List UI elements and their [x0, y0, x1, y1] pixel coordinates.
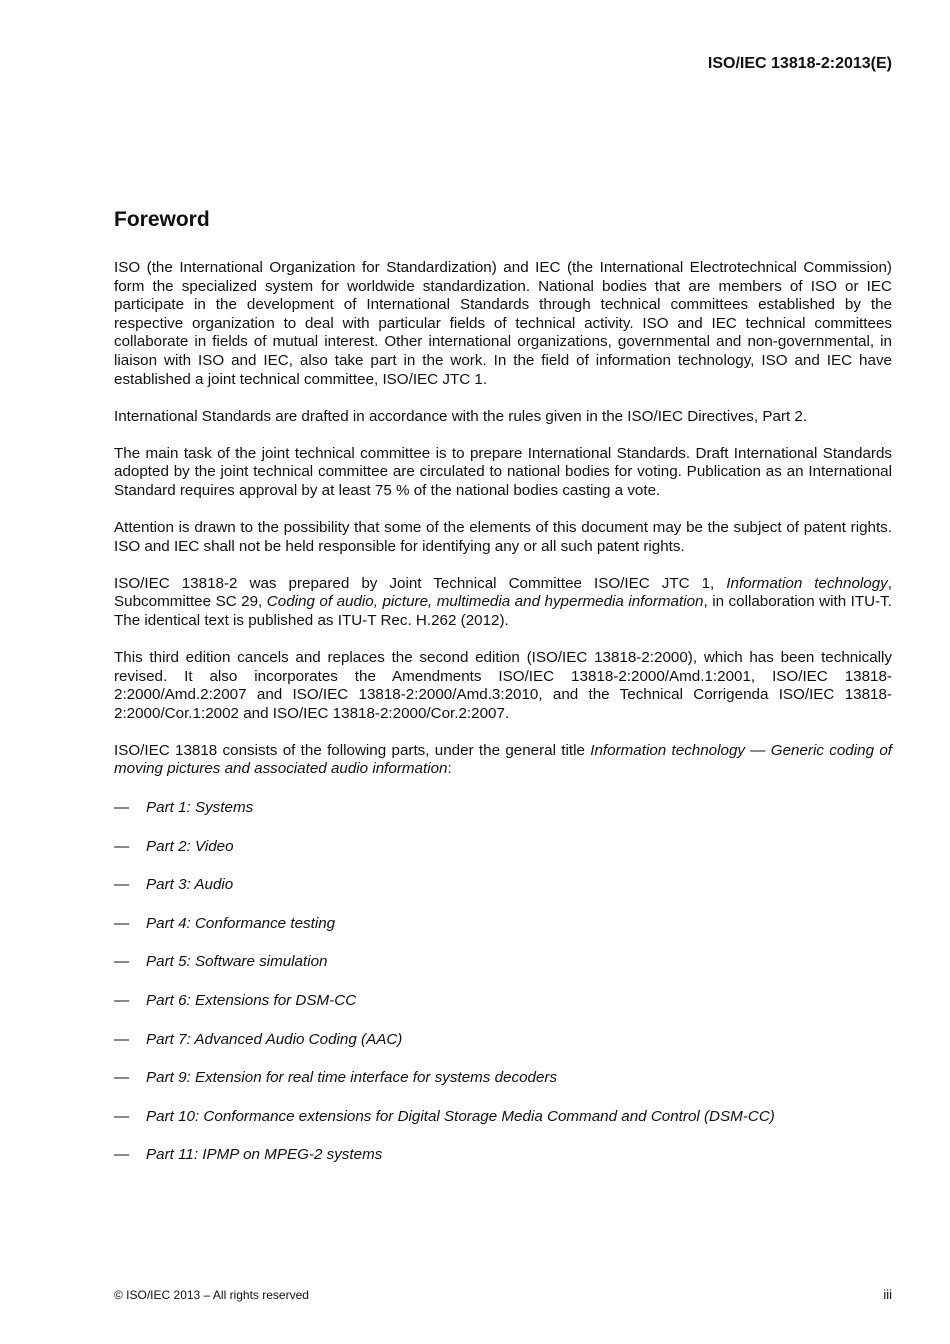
- list-dash: —: [114, 1146, 130, 1164]
- list-item: [114, 915, 892, 954]
- list-dash: —: [114, 992, 130, 1010]
- list-item: [114, 1031, 892, 1070]
- list-item-label: Part 4: Conformance testing: [146, 914, 336, 932]
- list-item-label: Part 9: Extension for real time interface for systems decoders: [146, 1069, 558, 1087]
- list-dash: —: [114, 876, 130, 894]
- list-item: [114, 1146, 892, 1185]
- list-item: [114, 1069, 892, 1108]
- list-item: [114, 876, 892, 915]
- list-item-label: Part 6: Extensions for DSM-CC: [146, 992, 357, 1010]
- foreword-body: [114, 259, 892, 1185]
- list-item: [114, 799, 892, 838]
- paragraph-directives: International Standards are drafted in accordance with the rules given in the ISO/IEC Directives, Part 2.: [114, 407, 808, 425]
- page-title: Foreword: [114, 208, 210, 231]
- paragraph-edition: This third edition cancels and replaces the second edition (ISO/IEC 13818-2:2000), which has been technically revised. It also incorporates the Amendments ISO/IEC 13818-2:2000/Amd.1:2001, ISO/IEC 13818-2:2000/Amd.2:2007 and ISO/IEC 13818-2:2000/Amd.3:2010, and the Technical Corrigenda ISO/IEC 13818-2:2000/Cor.1:2002 and ISO/IEC 13818-2:2000/Cor.2:2007.: [114, 649, 892, 722]
- list-dash: —: [114, 1107, 130, 1125]
- list-item: [114, 838, 892, 877]
- list-item: [114, 1108, 892, 1147]
- list-item-label: Part 10: Conformance extensions for Digital Storage Media Command and Control (DSM-CC): [146, 1107, 775, 1125]
- page-number: iii: [883, 1287, 892, 1302]
- paragraph-organizations: ISO (the International Organization for Standardization) and IEC (the International Electrotechnical Commission) form the specialized system for worldwide standardization. National bodies that are members of ISO or IEC participate in the development of International Standards through technical committees established by the respective organization to deal with particular fields of technical activity. ISO and IEC technical committees collaborate in fields of mutual interest. Other international organizations, governmental and non-governmental, in liaison with ISO and IEC, also take part in the work. In the field of information technology, ISO and IEC have established a joint technical committee, ISO/IEC JTC 1.: [114, 259, 892, 388]
- list-item-label: Part 11: IPMP on MPEG-2 systems: [146, 1146, 383, 1164]
- list-item: [114, 992, 892, 1031]
- list-item: [114, 953, 892, 992]
- paragraph-prepared-by: ISO/IEC 13818-2 was prepared by Joint Technical Committee ISO/IEC JTC 1, Information technology, Subcommittee SC 29, Coding of audio, picture, multimedia and hypermedia information, in collaboration with ITU-T. The identical text is published as ITU-T Rec. H.262 (2012).: [114, 574, 892, 629]
- list-dash: —: [114, 799, 130, 817]
- paragraph-patent-rights: Attention is drawn to the possibility that some of the elements of this document may be the subject of patent rights. ISO and IEC shall not be held responsible for identifying any or all such patent rights.: [114, 519, 892, 555]
- paragraph-committee-task: The main task of the joint technical committee is to prepare International Standards. Draft International Standards adopted by the joint technical committee are circulated to national bodies for voting. Publication as an International Standard requires approval by at least 75 % of the national bodies casting a vote.: [114, 444, 892, 499]
- list-item-label: Part 2: Video: [146, 837, 234, 855]
- parts-list: [114, 799, 892, 1185]
- document-id-header: ISO/IEC 13818-2:2013(E): [707, 55, 892, 72]
- list-dash: —: [114, 1030, 130, 1048]
- copyright-footer: © ISO/IEC 2013 – All rights reserved: [114, 1288, 309, 1302]
- list-dash: —: [114, 1069, 130, 1087]
- list-item-label: Part 1: Systems: [146, 799, 254, 817]
- paragraph-parts-intro: ISO/IEC 13818 consists of the following parts, under the general title Information technology — Generic coding of moving pictures and associated audio information:: [114, 741, 892, 778]
- list-item-label: Part 3: Audio: [146, 876, 234, 894]
- list-dash: —: [114, 837, 130, 855]
- list-dash: —: [114, 914, 130, 932]
- list-item-label: Part 7: Advanced Audio Coding (AAC): [146, 1030, 403, 1048]
- list-item-label: Part 5: Software simulation: [146, 953, 328, 971]
- list-dash: —: [114, 953, 130, 971]
